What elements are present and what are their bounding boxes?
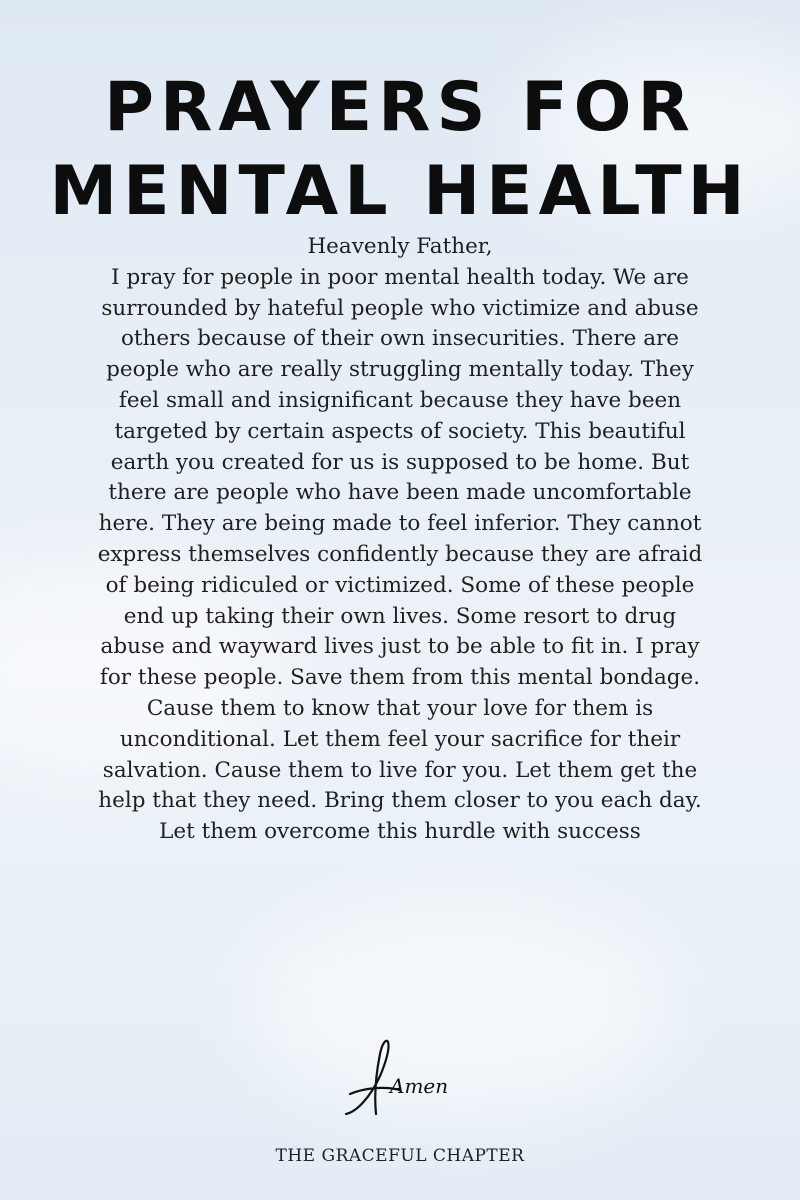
prayer-line: surrounded by hateful people who victimize and abuse: [101, 295, 699, 321]
prayer-line: others because of their own insecurities. There are: [120, 326, 680, 352]
prayer-line: targeted by certain aspects of society. This beautiful: [114, 418, 686, 444]
prayer-line: unconditional. Let them feel your sacrifice for their: [119, 726, 681, 752]
prayer-line: of being ridiculed or victimized. Some of these people: [105, 572, 695, 598]
signature-text: Amen: [390, 1074, 449, 1098]
prayer-line: end up taking their own lives. Some resort to drug: [123, 603, 677, 629]
amen-signature: [340, 1036, 470, 1126]
prayer-line: I pray for people in poor mental health today. We are: [111, 264, 689, 290]
title-line-2: MENTAL HEALTH: [49, 152, 751, 231]
prayer-line: express themselves confidently because they are afraid: [97, 541, 703, 567]
prayer-line: help that they need. Bring them closer to you each day.: [98, 788, 702, 814]
prayer-line: people who are really struggling mentally today. They: [106, 357, 694, 383]
prayer-line: here. They are being made to feel inferior. They cannot: [98, 511, 702, 537]
prayer-line: Cause them to know that your love for them is: [146, 695, 654, 721]
page-title: [0, 66, 800, 234]
prayer-line: Let them overcome this hurdle with success: [159, 819, 641, 845]
title-line-1: PRAYERS FOR: [104, 68, 696, 147]
prayer-line: earth you created for us is supposed to be home. But: [110, 449, 690, 475]
prayer-line: abuse and wayward lives just to be able to fit in. I pray: [100, 634, 700, 660]
prayer-line: feel small and insignificant because they have been: [118, 387, 682, 413]
prayer-line: for these people. Save them from this mental bondage.: [99, 665, 701, 691]
prayer-line: there are people who have been made uncomfortable: [108, 480, 692, 506]
prayer-line: Heavenly Father,: [307, 234, 493, 259]
brand-footer: THE GRACEFUL CHAPTER: [275, 1146, 525, 1166]
prayer-text: [40, 232, 760, 848]
prayer-line: salvation. Cause them to live for you. Let them get the: [102, 757, 698, 783]
